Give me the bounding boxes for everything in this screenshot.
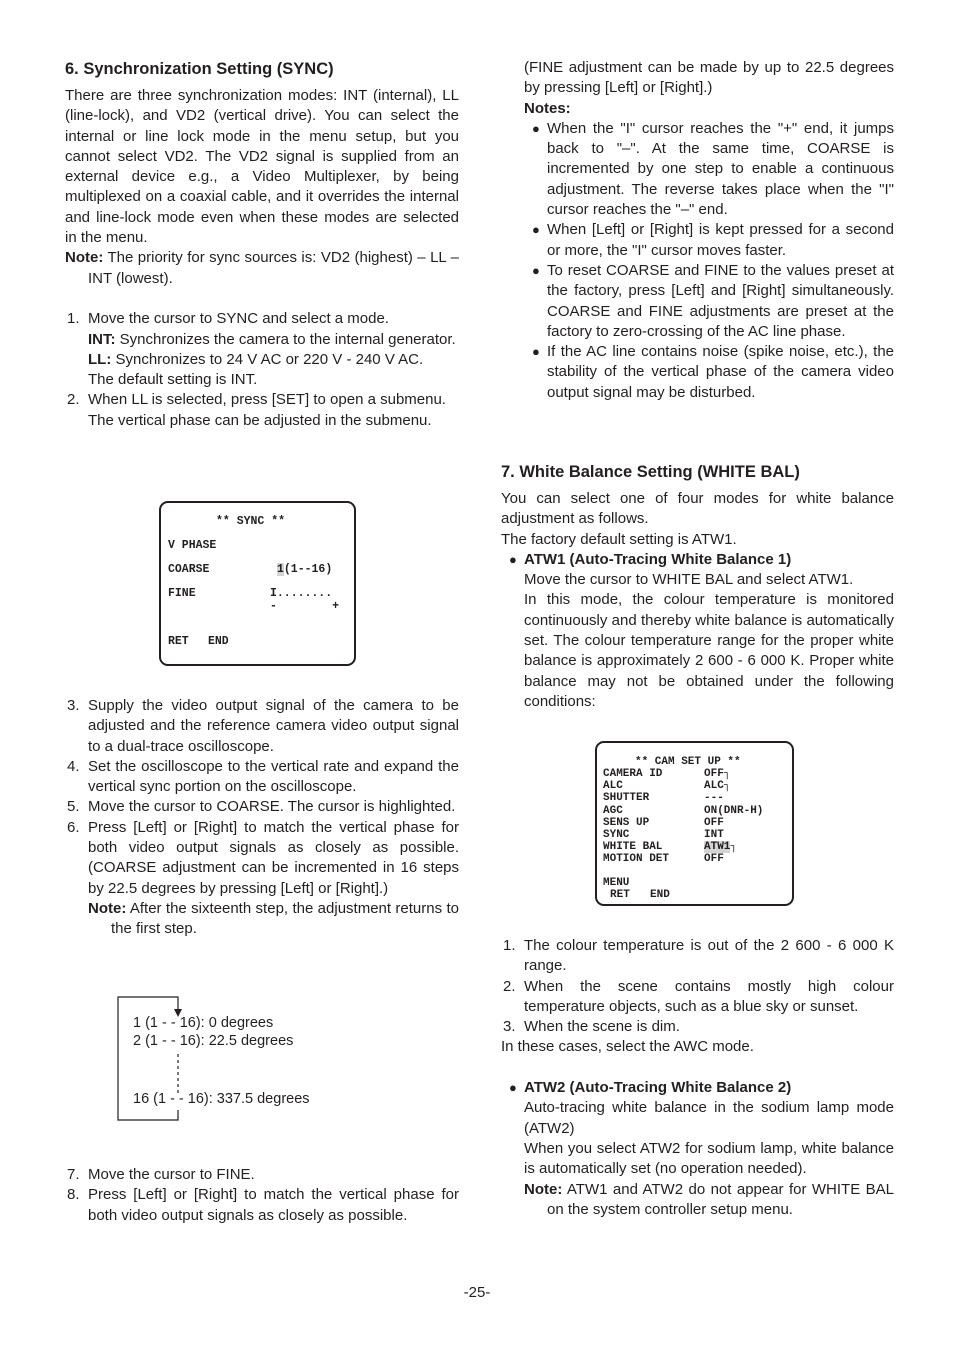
submenu-arrow-icon: ┐ <box>730 841 738 854</box>
step-number: 6. <box>67 818 80 836</box>
ll-label: LL: <box>88 350 112 368</box>
cam-row-value-text: ON(DNR-H) <box>704 804 764 817</box>
note-item: ● When the "I" cursor reaches the "+" end, it jumps back to "–". At the same time, COARSE is incremented by one step to enable a continuous adjustment. The reverse takes place when the "I" cursor reaches the "–" end. <box>532 119 894 219</box>
cam-row-label: SHUTTER <box>603 792 650 805</box>
ret-label: RET <box>168 635 189 648</box>
note-item-text: When the "I" cursor reaches the "+" end, it jumps back to "–". At the same time, COARSE is incremented by one step to enable a continuous adjustment. The reverse takes place when the "I" cursor reaches the "–" end. <box>547 119 894 219</box>
cam-row-value <box>704 853 724 865</box>
cam-row-value-text: OFF <box>704 816 724 829</box>
cam-row-label: SENS UP <box>603 816 650 829</box>
step-text: Set the oscilloscope to the vertical rate and expand the vertical sync portion on the oscilloscope. <box>88 757 459 796</box>
cam-row-value-text: ATW1 <box>704 841 731 854</box>
coarse-label: COARSE <box>168 563 210 576</box>
step-text: Press [Left] or [Right] to match the vertical phase for both video output signals as closely as possible. <box>88 1186 459 1224</box>
step-1 <box>65 309 459 329</box>
coarse-cursor: 1 <box>277 563 284 576</box>
cam-row-value <box>704 805 763 817</box>
step-5 <box>65 797 459 817</box>
section-7-default: The factory default setting is ATW1. <box>501 530 737 548</box>
cam-row-value-text: OFF <box>704 768 724 780</box>
int-text: Synchronizes the camera to the internal generator. <box>115 330 456 348</box>
condition-2 <box>501 977 894 1018</box>
step-text: Move the cursor to COARSE. The cursor is highlighted. <box>88 798 456 816</box>
atw1-line1: Move the cursor to WHITE BAL and select ATW1. <box>524 571 854 589</box>
conditions <box>501 936 894 1220</box>
atw1-heading: ● ATW1 (Auto-Tracing White Balance 1) <box>509 550 792 568</box>
atw2-heading-text: ATW2 (Auto-Tracing White Balance 2) <box>524 1079 792 1097</box>
step-text: When LL is selected, press [SET] to open a submenu. <box>88 391 446 409</box>
cam-row-label: SYNC <box>603 829 630 841</box>
sync-menu-screen <box>159 501 356 666</box>
note-label: Note: <box>88 899 127 917</box>
note-text: ATW1 and ATW2 do not appear for WHITE BAL on the system controller setup menu. <box>547 1180 894 1218</box>
fine-continuation: (FINE adjustment can be made by up to 22.5 degrees by pressing [Left] or [Right].) <box>524 59 894 97</box>
int-desc <box>65 330 459 350</box>
note-item-text: To reset COARSE and FINE to the values preset at the factory, press [Left] and [Right] simultaneously. COARSE and FINE adjustments are preset at the factory to zero-crossing of the AC line phase. <box>547 261 894 340</box>
left-column <box>65 58 459 431</box>
step-6 <box>65 818 459 899</box>
ret-label: RET <box>610 889 630 901</box>
cam-row-label: AGC <box>603 804 623 817</box>
note-item: ● If the AC line contains noise (spike noise, etc.), the stability of the vertical phase of the camera video output signal may be disturbed. <box>532 343 894 401</box>
coarse-cycle-diagram <box>117 996 317 1122</box>
atw1-heading-text: ATW1 (Auto-Tracing White Balance 1) <box>524 550 792 568</box>
step-text: When the scene is dim. <box>524 1018 680 1036</box>
right-column <box>501 58 894 403</box>
step-number: 2. <box>67 391 80 409</box>
notes-list <box>501 119 894 403</box>
diagram-step-1: 1 (1 - - 16): 0 degrees <box>133 1015 274 1031</box>
cam-row-value-text: --- <box>704 792 724 805</box>
cam-row-value-text: ALC <box>704 780 724 793</box>
note-item-text: When [Left] or [Right] is kept pressed for a second or more, the "I" cursor moves faster. <box>547 221 894 259</box>
cam-row-value-text: OFF <box>704 853 724 866</box>
page-number: -25- <box>463 1284 491 1301</box>
step-3 <box>65 696 459 757</box>
step-number: 4. <box>67 757 80 775</box>
step-2-sub: The vertical phase can be adjusted in the submenu. <box>88 411 432 429</box>
note-label: Note: <box>524 1180 563 1198</box>
atw2-para2: When you select ATW2 for sodium lamp, white balance is automatically set (no operation needed). <box>524 1139 894 1178</box>
left-steps-7-8 <box>65 1165 459 1226</box>
priority-note <box>65 248 459 289</box>
diagram-step-16: 16 (1 - - 16): 337.5 degrees <box>133 1091 310 1107</box>
step-number: 7. <box>67 1166 80 1183</box>
coarse-value <box>277 563 332 576</box>
step-number: 5. <box>67 798 80 816</box>
ll-text: Synchronizes to 24 V AC or 220 V - 240 V AC. <box>111 350 424 368</box>
condition-3 <box>501 1017 894 1037</box>
step-text: Move the cursor to SYNC and select a mode. <box>88 310 389 328</box>
step-text: Press [Left] or [Right] to match the vertical phase for both video output signals as closely as possible. (COARSE adjustment can be incremented in 16 steps by 22.5 degrees by pressing [Left] or [Right].) <box>88 818 459 897</box>
step-8 <box>65 1185 459 1226</box>
section-7-heading: 7. White Balance Setting (WHITE BAL) <box>501 463 800 481</box>
step-number: 3. <box>67 697 80 714</box>
atw2-para1: Auto-tracing white balance in the sodium lamp mode (ATW2) <box>524 1099 894 1137</box>
fine-label: FINE <box>168 587 196 600</box>
cam-row-label: CAMERA ID <box>603 768 663 780</box>
awc-text: In these cases, select the AWC mode. <box>501 1038 754 1056</box>
cam-row-value <box>704 817 724 829</box>
section-6-intro: There are three synchronization modes: INT (internal), LL (line-lock), and VD2 (vertical drive). You can select the internal or line lock mode in the menu setup, but you cannot select VD2. The VD2 signal is supplied from an external device e.g., a Video Multiplexer, by being multiplexed on a coaxial cable, and it overrides the internal and line-lock mode even when these modes are selected in the menu. <box>65 87 459 247</box>
step-text: Move the cursor to FINE. <box>88 1166 255 1183</box>
note-text: After the sixteenth step, the adjustment returns to the first step. <box>111 899 459 938</box>
coarse-range: (1--16) <box>283 563 333 576</box>
step-7 <box>65 1165 459 1185</box>
left-steps-3-6 <box>65 696 459 940</box>
cam-row-label: ALC <box>603 780 623 793</box>
condition-1 <box>501 936 894 977</box>
note-item-text: If the AC line contains noise (spike noise, etc.), the stability of the vertical phase of the camera video output signal may be disturbed. <box>547 343 894 401</box>
step-4 <box>65 757 459 798</box>
submenu-arrow-icon: ┐ <box>723 780 731 793</box>
cam-setup-screen <box>595 741 794 906</box>
end-label: END <box>650 889 670 901</box>
step-number: 8. <box>67 1186 80 1204</box>
note-item: ● To reset COARSE and FINE to the values preset at the factory, press [Left] and [Right] simultaneously. COARSE and FINE adjustments are preset at the factory to zero-crossing of the AC line phase. <box>532 261 894 340</box>
end-label: END <box>208 635 229 648</box>
menu-label: MENU <box>603 877 630 889</box>
section-7 <box>501 461 894 712</box>
note-label: Note: <box>65 249 104 267</box>
atw1-para: In this mode, the colour temperature is monitored continuously and thereby white balance is automatically set. The colour temperature range for the proper white balance is approximately 2 600 - 6 000 K. Proper white balance may not be obtained under the following conditions: <box>524 591 894 710</box>
step-text: When the scene contains mostly high colour temperature objects, such as a blue sky or sunset. <box>524 977 894 1015</box>
cam-screen-title: ** CAM SET UP ** <box>635 756 741 768</box>
section-6-heading: 6. Synchronization Setting (SYNC) <box>65 60 334 78</box>
fine-dots: I........ <box>270 587 333 600</box>
cam-row-label: WHITE BAL <box>603 841 663 854</box>
sync-screen-title: ** SYNC ** <box>216 515 286 528</box>
cam-row-value <box>704 829 724 841</box>
vphase-label: V PHASE <box>168 539 217 552</box>
atw2-heading: ● ATW2 (Auto-Tracing White Balance 2) <box>509 1079 792 1097</box>
cam-row-value <box>704 768 730 780</box>
submenu-arrow-icon: ┐ <box>723 768 731 780</box>
note-item: ● When [Left] or [Right] is kept pressed for a second or more, the "I" cursor moves faster. <box>532 221 894 259</box>
cam-row-value <box>704 780 730 792</box>
step-number: 1. <box>67 310 80 328</box>
section-7-intro: You can select one of four modes for white balance adjustment as follows. <box>501 490 894 528</box>
diagram-step-2: 2 (1 - - 16): 22.5 degrees <box>133 1033 294 1049</box>
step-number: 2. <box>503 977 516 995</box>
cam-row-value <box>704 792 724 804</box>
step-6-note <box>65 899 459 940</box>
step-text: The colour temperature is out of the 2 600 - 6 000 K range. <box>524 937 894 975</box>
cam-row-value <box>704 841 737 853</box>
step-number: 3. <box>503 1018 516 1036</box>
note-text: The priority for sync sources is: VD2 (highest) – LL – INT (lowest). <box>88 249 459 287</box>
ll-desc <box>65 350 459 370</box>
int-label: INT: <box>88 330 116 348</box>
step-2 <box>65 390 459 410</box>
step-text: Supply the video output signal of the camera to be adjusted and the reference camera video output signal to a dual-trace oscilloscope. <box>88 697 459 755</box>
cam-row-label: MOTION DET <box>603 853 670 866</box>
atw2-note <box>501 1180 894 1221</box>
fine-scale: - + <box>270 600 340 613</box>
cam-row-value-text: INT <box>704 829 724 841</box>
notes-heading: Notes: <box>524 99 571 117</box>
step-number: 1. <box>503 937 516 954</box>
default-setting: The default setting is INT. <box>88 371 258 389</box>
